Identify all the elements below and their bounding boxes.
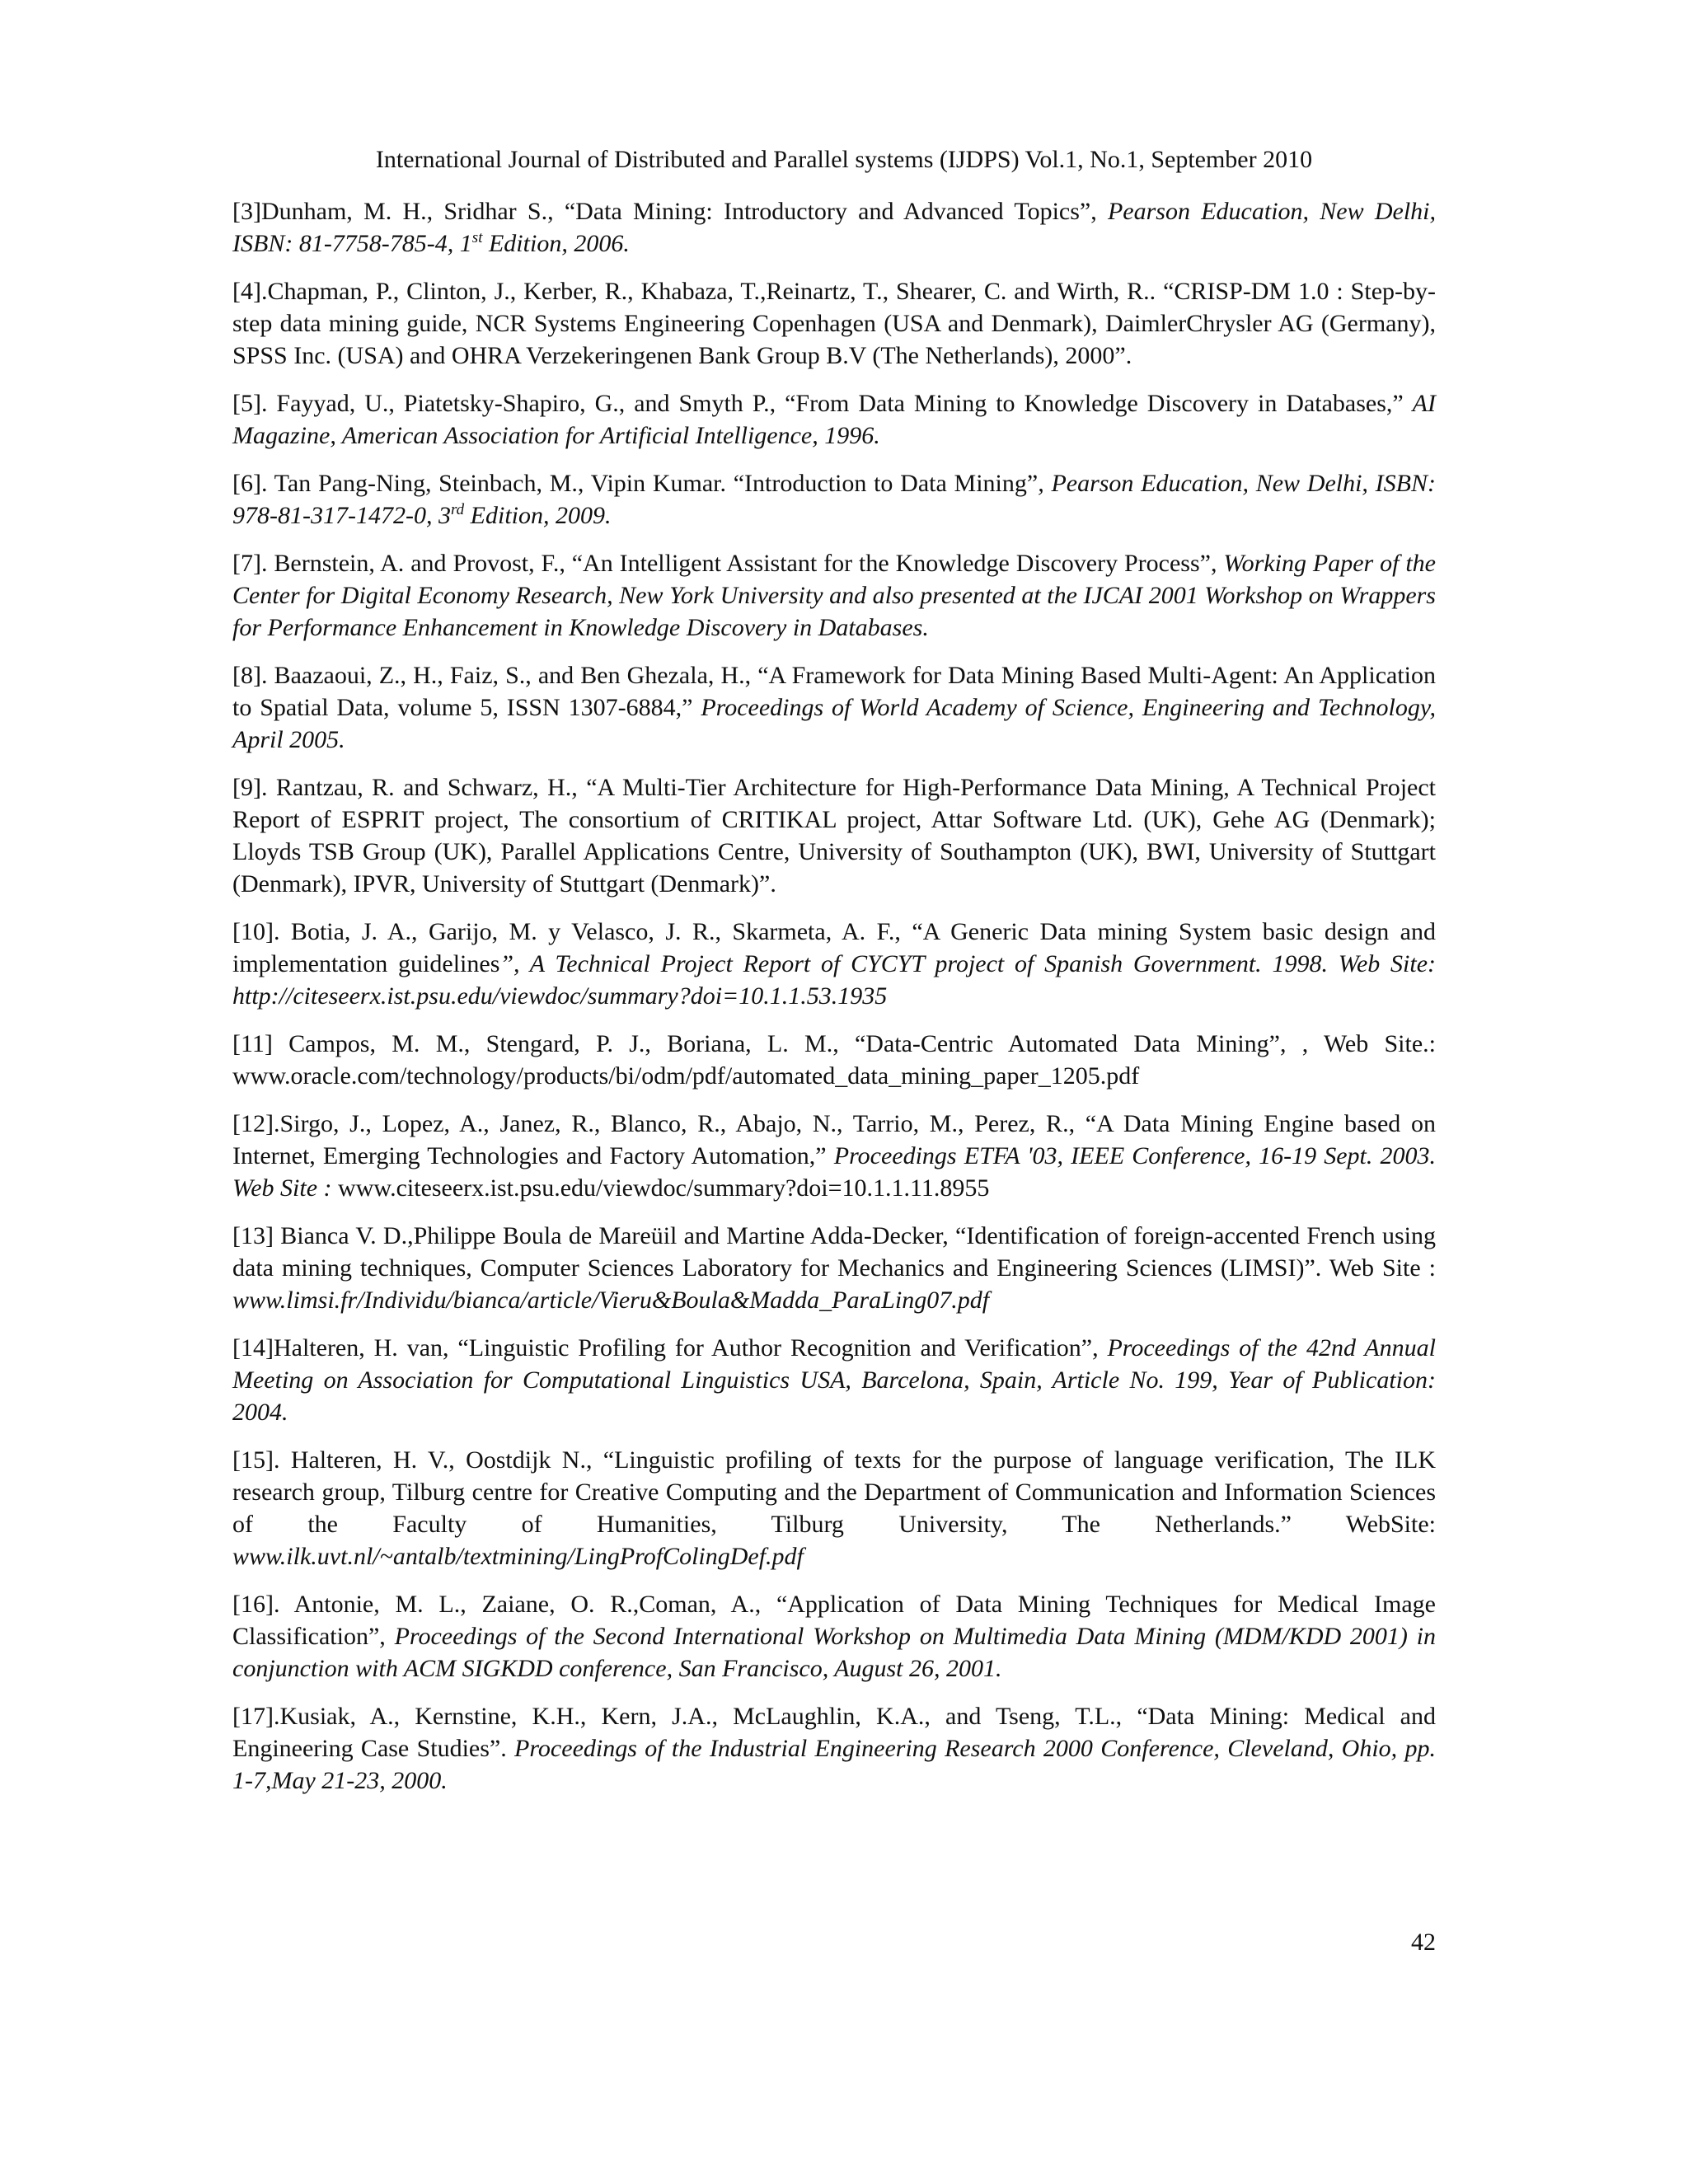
reference-entry — [232, 195, 1436, 260]
reference-source: www.limsi.fr/Individu/bianca/article/Vieru&Boula&Madda_ParaLing07.pdf — [232, 1286, 990, 1314]
reference-list — [232, 195, 1436, 1812]
reference-entry — [232, 547, 1436, 644]
reference-entry — [232, 1220, 1436, 1316]
reference-entry — [232, 1108, 1436, 1204]
reference-source-continued: Edition, 2009. — [464, 502, 612, 529]
reference-source: www.ilk.uvt.nl/~antalb/textmining/LingProfColingDef.pdf — [232, 1543, 804, 1570]
reference-text: [12].Sirgo, J., Lopez, A., Janez, R., Blanco, R., Abajo, N., Tarrio, M., Perez, R., “A Data Mining Engine based on Internet, Emerging Technologies and Factory Automation,” — [232, 1110, 1436, 1169]
reference-text: [11] Campos, M. M., Stengard, P. J., Boriana, L. M., “Data-Centric Automated Data Mining”, , Web Site.: www.oracle.com/technology/products/bi/odm/pdf/automated_data_mining_paper_1205.pdf — [232, 1030, 1436, 1090]
reference-entry — [232, 916, 1436, 1012]
running-header: International Journal of Distributed and Parallel systems (IJDPS) Vol.1, No.1, September 2010 — [375, 146, 1313, 173]
reference-text: [8]. Baazaoui, Z., H., Faiz, S., and Ben Ghezala, H., “A Framework for Data Mining Based Multi-Agent: An Application to Spatial Data, volume 5, ISSN 1307-6884,” — [232, 662, 1436, 721]
reference-text: [9]. Rantzau, R. and Schwarz, H., “A Multi-Tier Architecture for High-Performance Data Mining, A Technical Project Report of ESPRIT project, The consortium of CRITIKAL project, Attar Software Ltd. (UK), Gehe AG (Denmark); Lloyds TSB Group (UK), Parallel Applications Centre, University of Southampton (UK), BWI, University of Stuttgart (Denmark), IPVR, University of Stuttgart (Denmark)”. — [232, 774, 1436, 898]
reference-source: Proceedings of the 42nd Annual Meeting on Association for Computational Linguistics USA, Barcelona, Spain, Article No. 199, Year of Publication: 2004. — [232, 1334, 1437, 1426]
reference-text: [7]. Bernstein, A. and Provost, F., “An Intelligent Assistant for the Knowledge Discovery Process”, — [232, 550, 1224, 577]
reference-text: [10]. Botia, J. A., Garijo, M. y Velasco, J. R., Skarmeta, A. F., “A Generic Data mining System basic design and implementation guidelines — [232, 918, 1436, 977]
reference-source: ”, A Technical Project Report of CYCYT project of Spanish Government. 1998. Web Site: http://citeseerx.ist.psu.edu/viewdoc/summary?doi=10.1.1.53.1935 — [232, 950, 1436, 1010]
reference-entry — [232, 1588, 1436, 1685]
reference-entry — [232, 659, 1436, 756]
reference-entry — [232, 387, 1436, 452]
reference-text: [17].Kusiak, A., Kernstine, K.H., Kern, J.A., McLaughlin, K.A., and Tseng, T.L., “Data Mining: Medical and Engineering Case Studies”. — [232, 1703, 1436, 1762]
reference-entry — [232, 1332, 1436, 1428]
reference-url: www.citeseerx.ist.psu.edu/viewdoc/summary?doi=10.1.1.11.8955 — [331, 1174, 990, 1202]
reference-text: [15]. Halteren, H. V., Oostdijk N., “Linguistic profiling of texts for the purpose of language verification, The ILK research group, Tilburg centre for Creative Computing and the Department of Communication and Information Sciences of the Faculty of Humanities, Tilburg University, The Netherlands.” WebSite: — [232, 1446, 1436, 1538]
reference-entry — [232, 467, 1436, 532]
reference-source: , Pearson Education, New Delhi, ISBN: 978-81-317-1472-0, 3 — [232, 470, 1436, 529]
reference-text: [6]. Tan Pang-Ning, Steinbach, M., Vipin Kumar. “Introduction to Data Mining” — [232, 470, 1039, 497]
reference-text: [3]Dunham, M. H., Sridhar S., “Data Mining: Introductory and Advanced Topics”, — [232, 198, 1108, 225]
reference-source: AI Magazine, American Association for Artificial Intelligence, 1996. — [232, 390, 1436, 449]
page-number: 42 — [1411, 1929, 1436, 1956]
reference-entry — [232, 771, 1436, 900]
reference-source: Pearson Education, New Delhi, ISBN: 81-7758-785-4, 1 — [232, 198, 1436, 257]
reference-source: Proceedings ETFA '03, IEEE Conference, 16-19 Sept. 2003. Web Site : — [232, 1142, 1436, 1202]
reference-text: [13] Bianca V. D.,Philippe Boula de Mareüil and Martine Adda-Decker, “Identification of foreign-accented French using data mining techniques, Computer Sciences Laboratory for Mechanics and Engineering Sciences (LIMSI)”. Web Site : — [232, 1222, 1436, 1282]
ordinal-suffix: rd — [450, 501, 465, 518]
reference-text: [16]. Antonie, M. L., Zaiane, O. R.,Coman, A., “Application of Data Mining Techniques for Medical Image Classification”, — [232, 1591, 1436, 1650]
reference-source-continued: Edition, 2006. — [482, 230, 630, 257]
reference-text: [14]Halteren, H. van, “Linguistic Profiling for Author Recognition and Verification”, — [232, 1334, 1108, 1361]
reference-entry — [232, 1700, 1436, 1797]
reference-entry — [232, 1444, 1436, 1572]
reference-entry — [232, 1028, 1436, 1092]
reference-source: Proceedings of the Industrial Engineering Research 2000 Conference, Cleveland, Ohio, pp. 1-7,May 21-23, 2000. — [232, 1735, 1436, 1794]
ordinal-suffix: st — [471, 229, 483, 246]
reference-source: Proceedings of World Academy of Science, Engineering and Technology, April 2005. — [232, 694, 1437, 753]
reference-text: [4].Chapman, P., Clinton, J., Kerber, R., Khabaza, T.,Reinartz, T., Shearer, C. and Wirth, R.. “CRISP-DM 1.0 : Step-by-step data mining guide, NCR Systems Engineering Copenhagen (USA and Denmark), DaimlerChrysler AG (Germany), SPSS Inc. (USA) and OHRA Verzekeringenen Bank Group B.V (The Netherlands), 2000”. — [232, 278, 1436, 369]
reference-source: Working Paper of the Center for Digital Economy Research, New York University and also presented at the IJCAI 2001 Workshop on Wrappers for Performance Enhancement in Knowledge Discovery in Databases. — [232, 550, 1436, 641]
reference-source: Proceedings of the Second International Workshop on Multimedia Data Mining (MDM/KDD 2001) in conjunction with ACM SIGKDD conference, San Francisco, August 26, 2001. — [232, 1623, 1436, 1682]
reference-text: [5]. Fayyad, U., Piatetsky-Shapiro, G., and Smyth P., “From Data Mining to Knowledge Discovery in Databases,” — [232, 390, 1413, 417]
reference-entry — [232, 275, 1436, 372]
